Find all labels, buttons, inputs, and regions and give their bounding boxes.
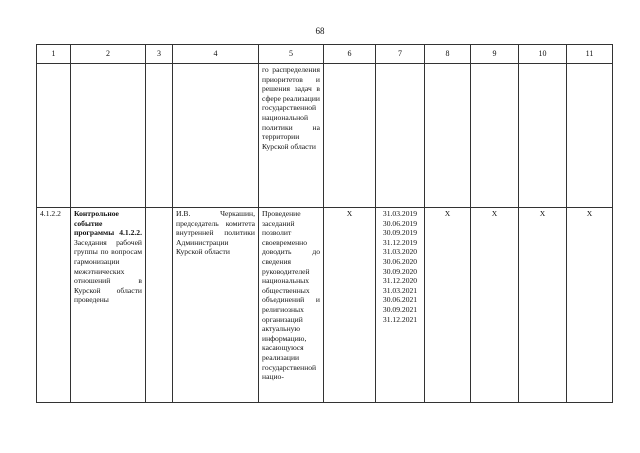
row1-cell-1 (37, 64, 71, 208)
row2-cell-6: Х (324, 208, 376, 403)
header-row (37, 45, 613, 64)
row2-result: Проведение заседаний позволит своевременно доводить до сведения руководителей национальных общественных объединений и религиозных организаций актуальную информацию, касающуюся реализации государственной нацио- (259, 208, 324, 403)
row2-event (71, 208, 146, 403)
row1-cell-7 (376, 64, 425, 208)
header-cell-9: 9 (471, 45, 519, 64)
row1-cell-8 (425, 64, 471, 208)
row1-cell-9 (471, 64, 519, 208)
row2-cell-8: Х (425, 208, 471, 403)
row2-responsible: И.В. Черкашин, председатель комитета внутренней политики Администрации Курской области (173, 208, 259, 403)
table-row (37, 208, 613, 403)
row1-cell-4 (173, 64, 259, 208)
row2-cell-9: Х (471, 208, 519, 403)
table-row (37, 64, 613, 208)
header-cell-5: 5 (259, 45, 324, 64)
header-cell-6: 6 (324, 45, 376, 64)
row1-cell-11 (567, 64, 613, 208)
row2-cell-3 (146, 208, 173, 403)
row1-cell-5-continuation: го распределения приоритетов и решения задач в сфере реализации государственной национальной политики на территории Курской области (259, 64, 324, 208)
row1-cell-10 (519, 64, 567, 208)
event-description: Заседания рабочей группы по вопросам гармонизации межэтнических отношений в Курской области проведены (74, 237, 142, 305)
row2-dates: 31.03.2019 30.06.2019 30.09.2019 31.12.2019 31.03.2020 30.06.2020 30.09.2020 31.12.2020 31.03.2021 30.06.2021 30.09.2021 31.12.2021 (376, 208, 425, 403)
row1-cell-3 (146, 64, 173, 208)
event-title: Контрольное событие программы 4.1.2.2. (74, 209, 142, 238)
header-cell-4: 4 (173, 45, 259, 64)
plan-table (36, 44, 613, 403)
row2-cell-11: Х (567, 208, 613, 403)
header-cell-3: 3 (146, 45, 173, 64)
row1-cell-6 (324, 64, 376, 208)
header-cell-11: 11 (567, 45, 613, 64)
header-cell-7: 7 (376, 45, 425, 64)
row1-cell-2 (71, 64, 146, 208)
header-cell-1: 1 (37, 45, 71, 64)
row2-cell-10: Х (519, 208, 567, 403)
header-cell-8: 8 (425, 45, 471, 64)
page-number: 68 (315, 26, 325, 36)
header-cell-10: 10 (519, 45, 567, 64)
header-cell-2: 2 (71, 45, 146, 64)
row2-number: 4.1.2.2 (37, 208, 71, 403)
